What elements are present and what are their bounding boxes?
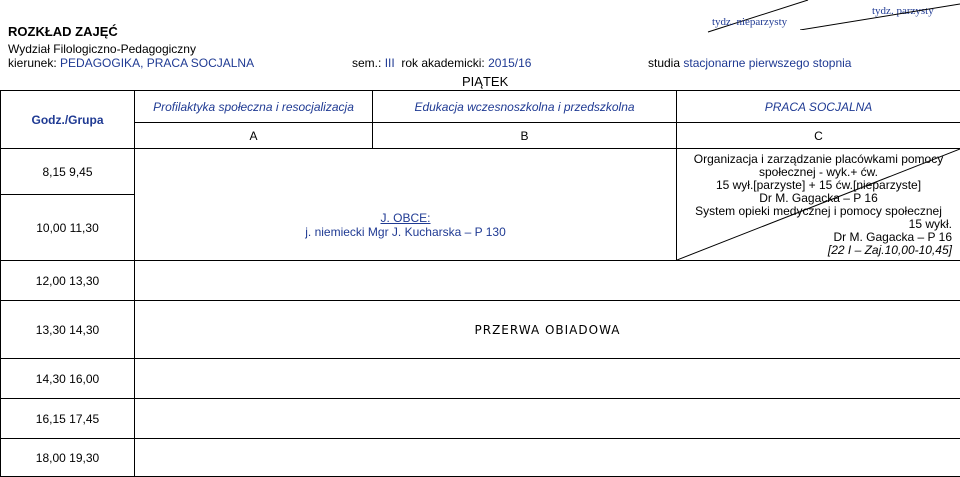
- page-title: ROZKŁAD ZAJĘĆ: [8, 24, 118, 39]
- time-cell: 14,30 16,00: [1, 359, 135, 399]
- empty-cell: [135, 439, 960, 477]
- kierunek: [8, 56, 254, 70]
- col-b-title: Edukacja wczesnoszkolna i przedszkolna: [373, 91, 677, 123]
- c-line-4: Dr M. Gagacka – P 16: [677, 192, 960, 205]
- studia-value: stacjonarne pierwszego stopnia: [683, 56, 851, 70]
- col-a-title: Profilaktyka społeczna i resocjalizacja: [135, 91, 373, 123]
- time-cell: 8,15 9,45: [1, 149, 135, 195]
- empty-cell: [135, 399, 960, 439]
- ab-class-cell: [135, 149, 677, 261]
- godz-header: Godz./Grupa: [1, 91, 135, 149]
- kierunek-value: PEDAGOGIKA, PRACA SOCJALNA: [60, 56, 254, 70]
- table-row: [1, 261, 960, 301]
- lunch-break: PRZERWA OBIADOWA: [135, 301, 960, 359]
- col-b-letter: B: [373, 123, 677, 149]
- legend-even-week: tydz. parzysty: [872, 5, 934, 17]
- c-line-5: System opieki medycznej i pomocy społecznej: [677, 205, 960, 218]
- sem-label: sem.:: [352, 56, 381, 70]
- c-line-3: 15 wył.[parzyste] + 15 ćw.[nieparzyste]: [677, 179, 960, 192]
- table-row: [1, 359, 960, 399]
- letter-row: [1, 123, 960, 149]
- studia: [648, 56, 851, 70]
- time-cell: 10,00 11,30: [1, 195, 135, 261]
- week-legend-even: [800, 0, 960, 30]
- empty-cell: [135, 261, 960, 301]
- rok-value: 2015/16: [488, 56, 531, 70]
- ab-class-line: j. niemiecki Mgr J. Kucharska – P 130: [135, 225, 676, 239]
- c-line-8: [22 I – Zaj.10,00-10,45]: [677, 244, 960, 257]
- c-line-6: 15 wykł.: [677, 218, 960, 231]
- c-line-1: Organizacja i zarządzanie placówkami pomocy: [677, 153, 960, 166]
- studia-label: studia: [648, 56, 680, 70]
- header-row: [1, 91, 960, 123]
- day-name: PIĄTEK: [462, 74, 508, 89]
- col-a-letter: A: [135, 123, 373, 149]
- c-line-7: Dr M. Gagacka – P 16: [677, 231, 960, 244]
- time-cell: 16,15 17,45: [1, 399, 135, 439]
- semester: [352, 56, 531, 70]
- time-cell: 18,00 19,30: [1, 439, 135, 477]
- table-row: [1, 439, 960, 477]
- faculty: Wydział Filologiczno-Pedagogiczny: [8, 42, 196, 56]
- sem-value: III: [385, 56, 395, 70]
- col-c-letter: C: [677, 123, 960, 149]
- kierunek-label: kierunek:: [8, 56, 57, 70]
- legend-odd-week: tydz. nieparzysty: [712, 16, 787, 28]
- c-line-2: społecznej - wyk.+ ćw.: [677, 166, 960, 179]
- time-cell: 13,30 14,30: [1, 301, 135, 359]
- empty-cell: [135, 359, 960, 399]
- ab-class-title: J. OBCE:: [135, 211, 676, 225]
- table-row: [1, 301, 960, 359]
- rok-label: rok akademicki:: [401, 56, 484, 70]
- schedule-table: [0, 90, 960, 477]
- table-row: [1, 149, 960, 195]
- time-cell: 12,00 13,30: [1, 261, 135, 301]
- col-c-title: PRACA SOCJALNA: [677, 91, 960, 123]
- c-class-cell: [677, 149, 960, 261]
- table-row: [1, 399, 960, 439]
